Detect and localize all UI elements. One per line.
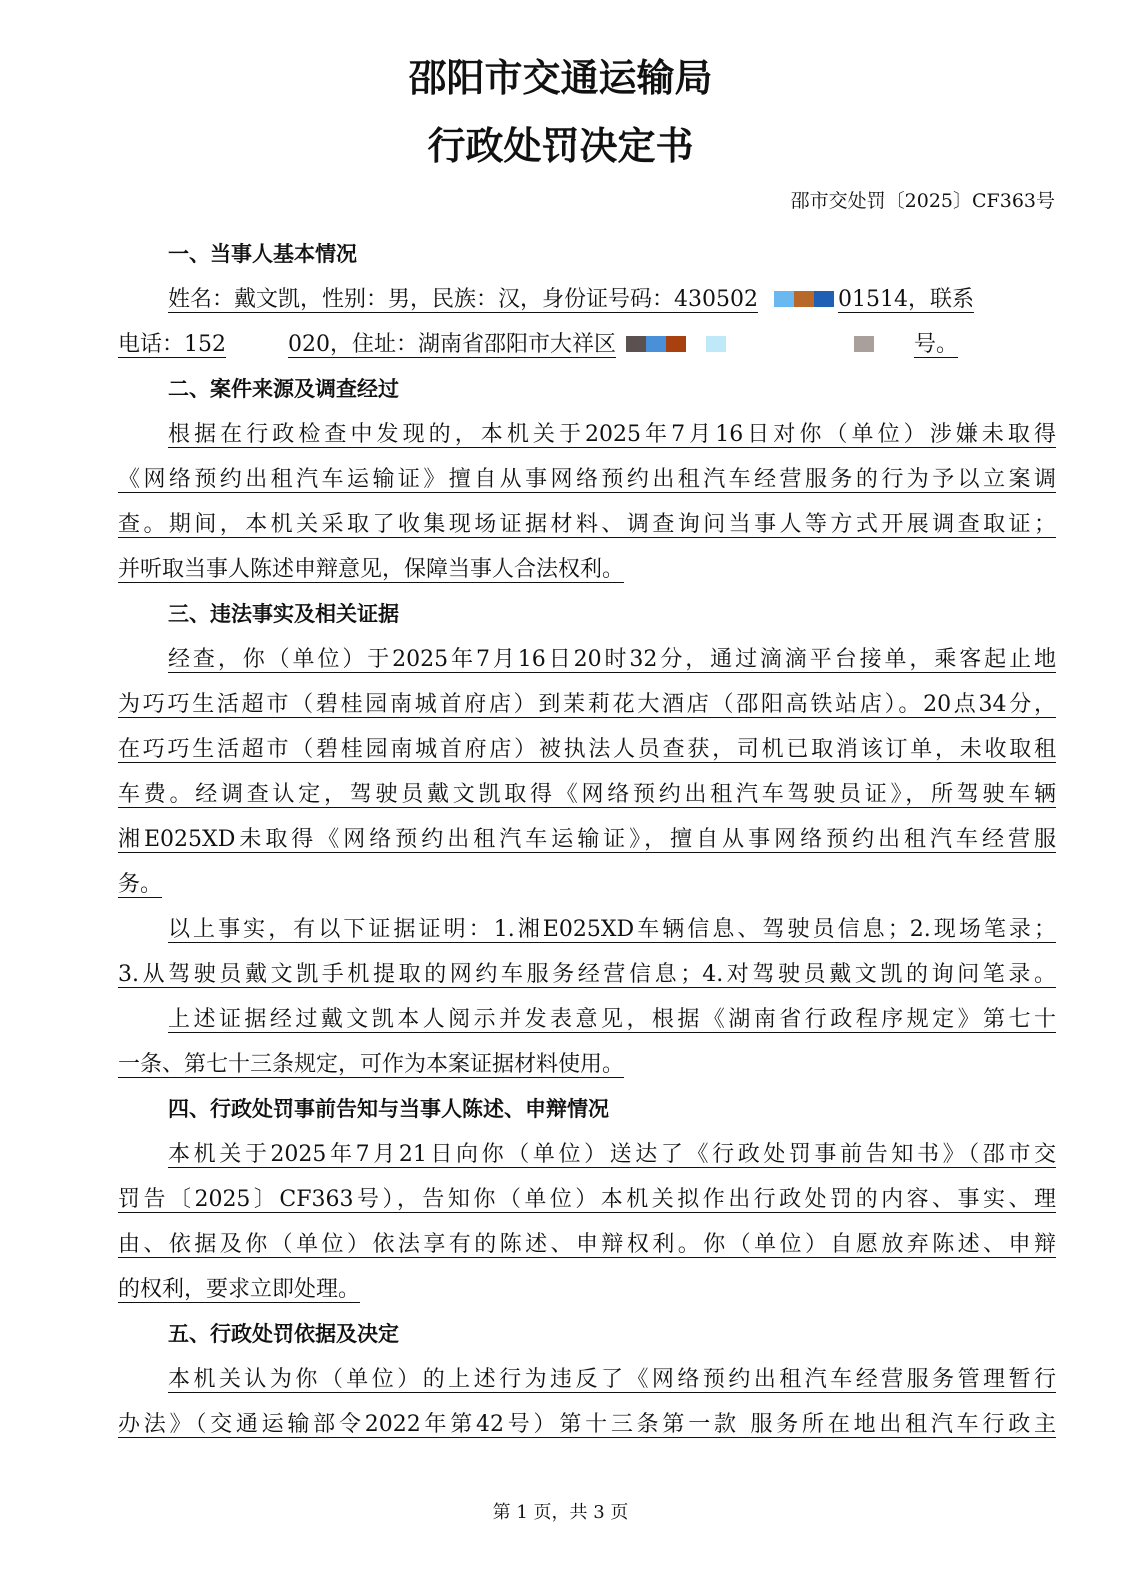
case-source-line: 并听取当事人陈述申辩意见，保障当事人合法权利。 — [118, 557, 625, 582]
notice-line: 本机关于2025年7月21日向你（单位）送达了《行政处罚事前告知书》（邵市交 — [168, 1142, 1056, 1167]
section-heading: 二、案件来源及调查经过 — [168, 377, 399, 401]
redaction-block — [626, 336, 646, 352]
facts-line: 车费。经调查认定，驾驶员戴文凯取得《网络预约出租汽车驾驶员证》，所驾驶车辆 — [118, 782, 1056, 807]
party-info-text: 01514，联系 — [837, 287, 974, 312]
document-title: 行政处罚决定书 — [427, 124, 694, 168]
facts-line: 经查，你（单位）于2025年7月16日20时32分，通过滴滴平台接单，乘客起止地 — [168, 647, 1056, 672]
section-heading: 五、行政处罚依据及决定 — [168, 1322, 399, 1346]
case-source-line: 根据在行政检查中发现的，本机关于2025年7月16日对你（单位）涉嫌未取得 — [168, 422, 1056, 447]
redaction-block — [666, 336, 686, 352]
evidence-line: 一条、第七十三条规定，可作为本案证据材料使用。 — [118, 1052, 625, 1077]
party-info-text: 号。 — [914, 332, 959, 357]
party-info-text: 姓名：戴文凯，性别：男，民族：汉，身份证号码：430502 — [168, 287, 758, 312]
evidence-line: 上述证据经过戴文凯本人阅示并发表意见，根据《湖南省行政程序规定》第七十 — [168, 1007, 1056, 1032]
redaction-block — [854, 336, 874, 352]
party-info-line — [118, 322, 1056, 367]
section-heading: 一、当事人基本情况 — [168, 242, 357, 266]
case-source-line: 查。期间，本机关采取了收集现场证据材料、调查询问当事人等方式开展调查取证； — [118, 512, 1056, 537]
notice-line: 罚告〔2025〕CF363号），告知你（单位）本机关拟作出行政处罚的内容、事实、理 — [118, 1187, 1056, 1212]
facts-line: 务。 — [118, 872, 163, 897]
notice-line: 的权利，要求立即处理。 — [118, 1277, 361, 1302]
facts-line: 湘E025XD未取得《网络预约出租汽车运输证》，擅自从事网络预约出租汽车经营服 — [118, 827, 1056, 852]
case-source-line: 《网络预约出租汽车运输证》擅自从事网络预约出租汽车经营服务的行为予以立案调 — [118, 467, 1056, 492]
redaction-block — [646, 336, 666, 352]
redaction-block — [774, 291, 794, 307]
facts-line: 在巧巧生活超市（碧桂园南城首府店）被执法人员查获，司机已取消该订单，未收取租 — [118, 737, 1056, 762]
party-info-text: 020，住址：湖南省邵阳市大祥区 — [288, 332, 616, 357]
redaction-block — [794, 291, 814, 307]
party-info-text: 电话：152 — [118, 332, 226, 357]
party-info-line — [118, 277, 1056, 322]
redaction-block — [706, 336, 726, 352]
section-heading: 三、违法事实及相关证据 — [168, 602, 399, 626]
page-number: 第 1 页，共 3 页 — [492, 1502, 629, 1523]
org-title: 邵阳市交通运输局 — [408, 56, 713, 100]
notice-line: 由、依据及你（单位）依法享有的陈述、申辩权利。你（单位）自愿放弃陈述、申辩 — [118, 1232, 1056, 1257]
decision-line: 本机关认为你（单位）的上述行为违反了《网络预约出租汽车经营服务管理暂行 — [168, 1367, 1056, 1392]
redaction-block — [814, 291, 834, 307]
facts-line: 为巧巧生活超市（碧桂园南城首府店）到茉莉花大酒店（邵阳高铁站店）。20点34分， — [118, 692, 1056, 717]
document-number: 邵市交处罚〔2025〕CF363号 — [790, 190, 1055, 212]
decision-line: 办法》（交通运输部令2022年第42号）第十三条第一款 服务所在地出租汽车行政主 — [118, 1412, 1056, 1437]
evidence-line: 以上事实，有以下证据证明：1.湘E025XD车辆信息、驾驶员信息；2.现场笔录； — [168, 917, 1056, 942]
evidence-line: 3.从驾驶员戴文凯手机提取的网约车服务经营信息；4.对驾驶员戴文凯的询问笔录。 — [118, 962, 1056, 987]
section-heading: 四、行政处罚事前告知与当事人陈述、申辩情况 — [168, 1097, 609, 1121]
